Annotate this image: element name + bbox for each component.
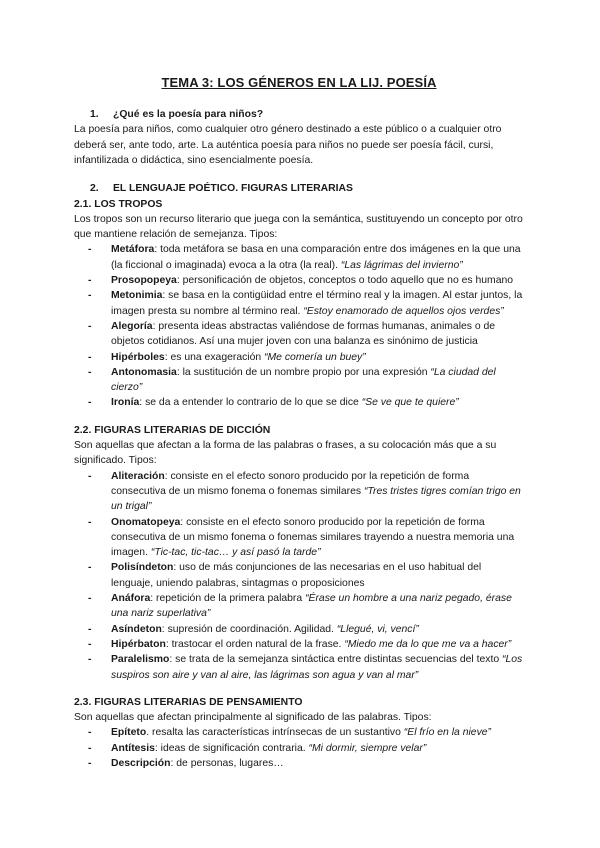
section-1-heading (74, 107, 524, 122)
term: Hipérboles (111, 351, 165, 363)
definition: : se basa en la contigüidad entre el término real y la imagen. Al estar juntos, la imagen presta su nombre al término real. (111, 290, 523, 317)
definition: : uso de más conjunciones de las necesarias en el uso habitual del lenguaje, uniendo palabras, sintagmas o proposiciones (111, 562, 482, 589)
definition: : toda metáfora se basa en una comparación entre dos imágenes en la que una (la ficcional o imaginada) evoca a la otra (la real). (111, 244, 521, 271)
example: “Érase un hombre a una nariz pegado, érase una nariz superlativa” (111, 593, 512, 620)
term: Antítesis (111, 742, 155, 754)
list-item (74, 319, 524, 350)
definition: : personificación de objetos, conceptos o todo aquello que no es humano (176, 275, 514, 287)
diccion-list (74, 469, 524, 683)
example: “Llegué, vi, vencí” (336, 623, 419, 635)
list-item (74, 515, 524, 561)
term: Descripción (111, 757, 171, 769)
list-item (74, 365, 524, 396)
section-2-title: EL LENGUAJE POÉTICO. FIGURAS LITERARIAS (113, 183, 353, 195)
term: Alegoría (111, 320, 153, 332)
example: “Mi dormir, siempre velar” (308, 742, 427, 754)
definition: : ideas de significación contraria. (154, 742, 309, 754)
section-1-title: ¿Qué es la poesía para niños? (113, 109, 264, 121)
definition: : presenta ideas abstractas valiéndose de formas humanas, animales o de objetos cotidianos. Así una mujer joven con una balanza es sinónimo de justicia (111, 320, 496, 348)
example: “La ciudad del cierzo” (111, 366, 496, 394)
section-1-number: 1. (90, 109, 99, 121)
definition: : consiste en el efecto sonoro producido por la repetición de forma consecutiva de un mismo fonema o fonemas similares trayendo a nuestra memoria una imagen. (111, 516, 515, 559)
list-item (74, 273, 524, 288)
list-item (74, 560, 524, 591)
pensamiento-intro: Son aquellas que afectan principalmente al significado de las palabras. Tipos: (74, 712, 432, 724)
term: Aliteración (111, 470, 165, 482)
term: Metonimia (111, 290, 163, 302)
term: Ironía (111, 397, 140, 409)
example: “Tic-tac, tic-tac… y así pasó la tarde” (150, 547, 321, 559)
page-title: TEMA 3: LOS GÉNEROS EN LA LIJ. POESÍA (161, 75, 437, 90)
definition: : repetición de la primera palabra (150, 593, 306, 605)
definition: . resalta las características intrínsecas de un sustantivo (146, 727, 404, 739)
example: “Miedo me da lo que me va a hacer” (344, 638, 512, 650)
term: Epíteto (111, 727, 147, 739)
tropos-list (74, 242, 524, 410)
definition: : trastocar el orden natural de la frase. (165, 638, 345, 650)
list-item (74, 350, 524, 365)
diccion-heading: 2.2. FIGURAS LITERARIAS DE DICCIÓN (74, 424, 271, 436)
example: “Las lágrimas del invierno” (340, 259, 463, 271)
list-item (74, 288, 524, 319)
list-item (74, 756, 524, 771)
tropos-intro: Los tropos son un recurso literario que juega con la semántica, sustituyendo un concepto por otro que mantiene relación de semejanza. Tipos: (74, 213, 523, 241)
list-item (74, 469, 524, 515)
definition: : es una exageración (164, 351, 265, 363)
section-1-text: La poesía para niños, como cualquier otro género destinado a este público o a cualquier otro deberá ser, ante todo, arte. La auténtica poesía para niños no puede ser poesía fácil, cursi, infantilizada o didáctica, sino esencialmente poesía. (74, 124, 502, 166)
example: “El frío en la nieve” (403, 727, 492, 739)
list-item (74, 395, 524, 410)
term: Antonomasia (111, 366, 177, 378)
list-item (74, 725, 524, 740)
example: “Estoy enamorado de aquellos ojos verdes” (303, 305, 504, 317)
section-2-heading (74, 181, 524, 196)
term: Paralelismo (111, 654, 170, 666)
example: “Se ve que te quiere” (361, 397, 459, 409)
example: “Los suspiros son aire y van al aire, las lágrimas son agua y van al mar” (111, 654, 523, 681)
definition: : se trata de la semejanza sintáctica entre distintas secuencias del texto (169, 654, 503, 666)
list-item (74, 622, 524, 637)
term: Onomatopeya (111, 516, 181, 528)
term: Asíndeton (111, 623, 162, 635)
term: Metáfora (111, 244, 155, 256)
list-item (74, 242, 524, 273)
term: Hipérbaton (111, 638, 166, 650)
term: Anáfora (111, 593, 151, 605)
definition: : consiste en el efecto sonoro producido por la repetición de forma consecutiva de un mismo fonema o fonemas similares (111, 470, 470, 497)
pensamiento-heading: 2.3. FIGURAS LITERARIAS DE PENSAMIENTO (74, 696, 303, 708)
term: Polisíndeton (111, 562, 174, 574)
definition: : la sustitución de un nombre propio por una expresión (176, 366, 431, 378)
example: “Me comería un buey” (264, 351, 366, 363)
definition: : supresión de coordinación. Agilidad. (161, 623, 337, 635)
section-2-number: 2. (90, 183, 99, 195)
definition: : se da a entender lo contrario de lo que se dice (139, 397, 362, 409)
list-item (74, 741, 524, 756)
list-item (74, 652, 524, 683)
list-item (74, 591, 524, 622)
pensamiento-list (74, 725, 524, 771)
definition: : de personas, lugares… (170, 757, 284, 769)
list-item (74, 637, 524, 652)
term: Prosopopeya (111, 275, 177, 287)
diccion-intro: Son aquellas que afectan a la forma de las palabras o frases, a su colocación más que a su significado. Tipos: (74, 440, 497, 467)
example: “Tres tristes tigres comían trigo en un trigal” (111, 485, 521, 513)
tropos-heading: 2.1. LOS TROPOS (74, 198, 163, 210)
